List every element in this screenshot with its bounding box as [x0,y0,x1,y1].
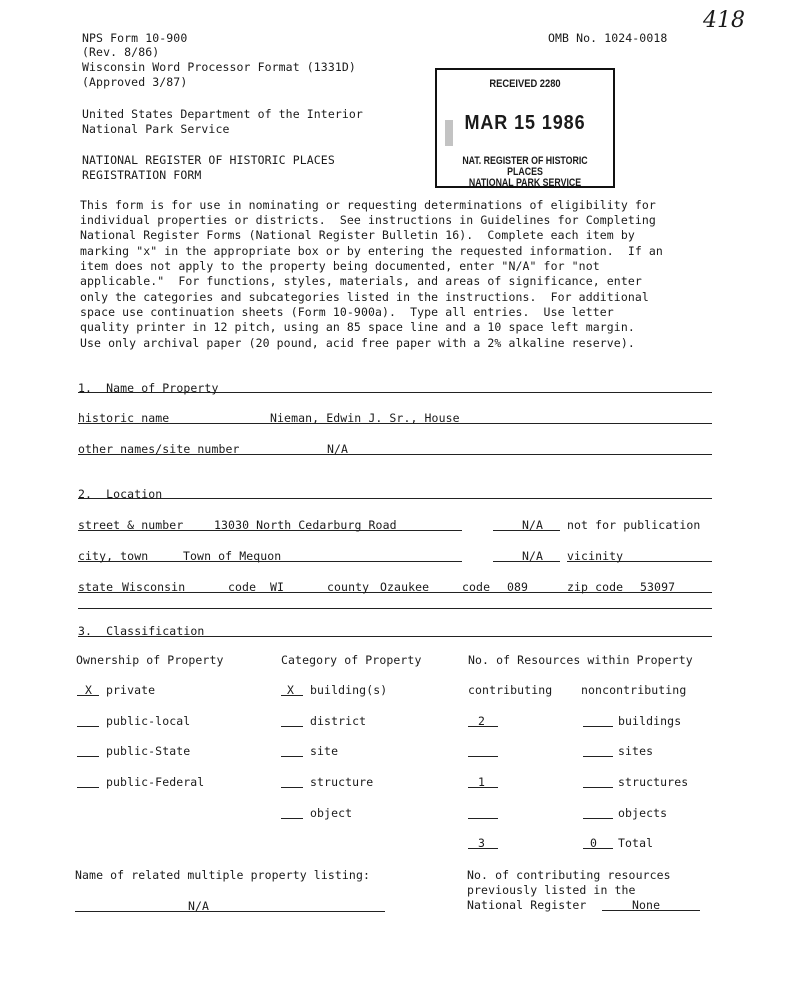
count-line [468,818,498,819]
form-subtitle: REGISTRATION FORM [82,168,202,182]
instruction-line: marking "x" in the appropriate box or by entering the requested information. If an [80,244,663,258]
rule [78,608,712,609]
street-label: street & number [78,518,184,532]
zip-label: zip code [567,580,624,594]
stamp-line-2: NATIONAL PARK SERVICE [468,177,582,189]
stamp-date: MAR 15 1986 [464,112,586,134]
instruction-line: applicable." For functions, styles, materials, and areas of significance, enter [80,274,642,288]
category-mark: X [287,683,295,697]
resource-objects: objects [618,806,668,820]
instruction-line: quality printer in 12 pitch, using an 85 space line and a 10 space left margin. [80,320,635,334]
previously-listed-line-1: No. of contributing resources [467,868,671,882]
multiple-property-value: N/A [188,899,210,913]
rule [78,592,712,593]
contributing-total: 3 [478,836,486,850]
other-names-label: other names/site number [78,442,240,456]
rule [602,910,700,911]
county-code-value: 089 [507,580,529,594]
checkbox-line [77,756,99,757]
count-line [468,848,498,849]
instruction-line: item does not apply to the property being documented, enter "N/A" for "not [80,259,600,273]
not-for-publication-value: N/A [522,518,544,532]
rule [78,530,462,531]
state-code-label: code [228,580,257,594]
agency-department: United States Department of the Interior [82,107,363,121]
resource-buildings: buildings [618,714,682,728]
category-site: site [310,744,339,758]
rule [78,561,462,562]
ownership-public-federal: public-Federal [106,775,205,789]
contributing-count: 1 [478,775,486,789]
ownership-header: Ownership of Property [76,653,224,667]
instruction-line: National Register Forms (National Register Bulletin 16). Complete each item by [80,228,635,242]
previously-listed-line-2: previously listed in the [467,883,636,897]
handwritten-page-number: 418 [703,8,745,33]
stamp-received: RECEIVED 2280 [489,78,561,90]
city-label: city, town [78,549,149,563]
category-buildings: building(s) [310,683,388,697]
section-3-heading: 3. Classification [78,624,205,638]
checkbox-line [77,726,99,727]
rule [78,423,712,424]
street-value: 13030 North Cedarburg Road [214,518,397,532]
city-value: Town of Mequon [183,549,282,563]
rule [78,636,712,637]
previously-listed-value: None [632,898,661,912]
county-value: Ozaukee [380,580,430,594]
state-code-value: WI [270,580,285,594]
other-names-value: N/A [327,442,349,456]
received-stamp [435,68,615,188]
omb-number: OMB No. 1024-0018 [548,31,668,45]
form-title: NATIONAL REGISTER OF HISTORIC PLACES [82,153,335,167]
rule [493,561,560,562]
contributing-count: 2 [478,714,486,728]
rule [78,498,712,499]
state-value: Wisconsin [122,580,186,594]
count-line [583,756,613,757]
vicinity-label: vicinity [567,549,624,563]
resource-structures: structures [618,775,689,789]
instruction-line: individual properties or districts. See instructions in Guidelines for Completing [80,213,656,227]
contributing-label: contributing [468,683,553,697]
instruction-line: only the categories and subcategories listed in the instructions. For additional [80,290,649,304]
instruction-line: Use only archival paper (20 pound, acid free paper with a 2% alkaline reserve). [80,336,635,350]
stamp-register [455,156,596,189]
form-number: NPS Form 10-900 [82,31,188,45]
resources-header: No. of Resources within Property [468,653,693,667]
count-line [583,787,613,788]
rule [567,561,712,562]
category-structure: structure [310,775,374,789]
county-label: county [327,580,370,594]
category-object: object [310,806,353,820]
zip-value: 53097 [640,580,676,594]
ownership-public-state: public-State [106,744,191,758]
resource-sites: sites [618,744,654,758]
section-2-heading: 2. Location [78,487,163,501]
category-header: Category of Property [281,653,422,667]
agency-service: National Park Service [82,122,230,136]
previously-listed-line-3: National Register [467,898,587,912]
state-label: state [78,580,114,594]
county-code-label: code [462,580,491,594]
instruction-line: This form is for use in nominating or requesting determinations of eligibility for [80,198,656,212]
vicinity-value: N/A [522,549,544,563]
rule [75,911,385,912]
count-line [468,726,498,727]
checkbox-line [281,787,303,788]
form-approved: (Approved 3/87) [82,75,188,89]
checkbox-line [281,695,303,696]
count-line [583,848,613,849]
checkbox-line [77,695,99,696]
resource-total: Total [618,836,654,850]
count-line [583,818,613,819]
multiple-property-label: Name of related multiple property listing: [75,868,370,882]
category-district: district [310,714,367,728]
rule [78,454,712,455]
rule [493,530,560,531]
instruction-line: space use continuation sheets (Form 10-900a). Type all entries. Use letter [80,305,614,319]
noncontributing-label: noncontributing [581,683,687,697]
checkbox-line [281,818,303,819]
count-line [583,726,613,727]
not-for-publication-label: not for publication [567,518,701,532]
stamp-line-1: NAT. REGISTER OF HISTORIC PLACES [462,155,588,178]
form-revision: (Rev. 8/86) [82,45,160,59]
ownership-mark: X [85,683,93,697]
checkbox-line [77,787,99,788]
rule [78,392,712,393]
section-1-heading: 1. Name of Property [78,381,219,395]
checkbox-line [281,726,303,727]
historic-name-value: Nieman, Edwin J. Sr., House [270,411,460,425]
ownership-public-local: public-local [106,714,191,728]
noncontributing-total: 0 [590,836,598,850]
form-format: Wisconsin Word Processor Format (1331D) [82,60,356,74]
historic-name-label: historic name [78,411,170,425]
ownership-private: private [106,683,156,697]
checkbox-line [281,756,303,757]
count-line [468,787,498,788]
count-line [468,756,498,757]
